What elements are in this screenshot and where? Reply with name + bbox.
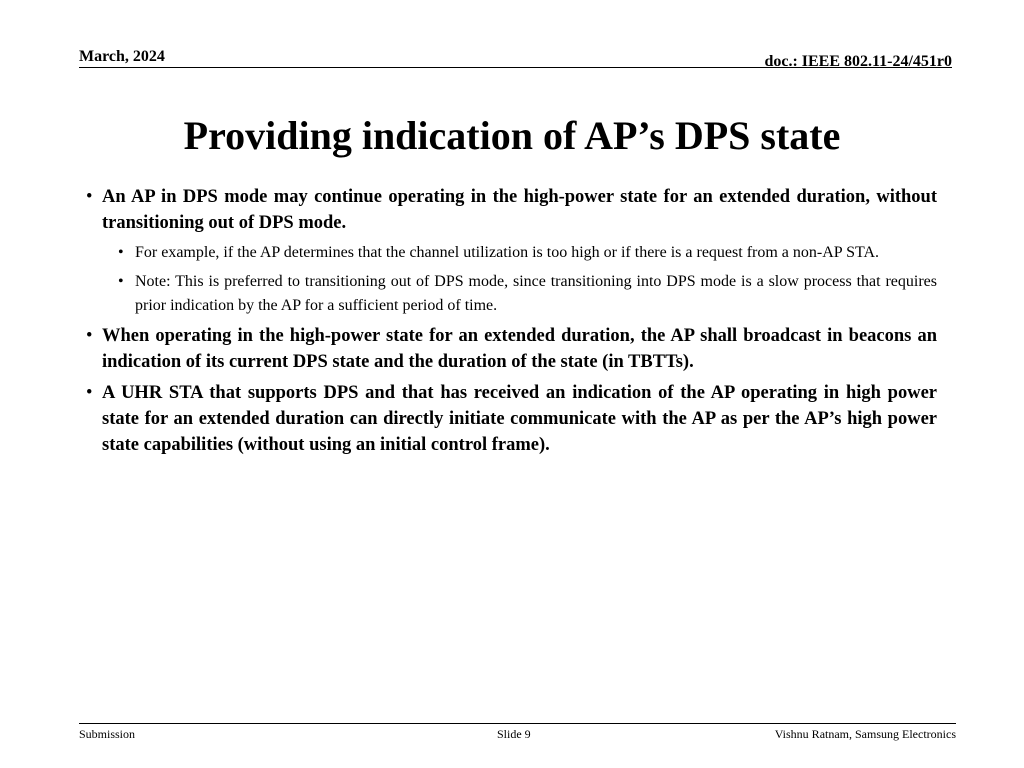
header-divider [79,67,952,68]
bullet-beacon-indication: • When operating in the high-power state for an extended duration, the AP shall broadcast in beacons an indication of its current DPS state and the duration of the state (in TBTTs). [86,323,937,375]
footer-author: Vishnu Ratnam, Samsung Electronics [774,727,956,741]
header-doc-id: doc.: IEEE 802.11-24/451r0 [764,53,952,70]
footer-slide-number: Slide 9 [497,727,531,741]
header-date: March, 2024 [79,48,165,65]
footer-divider [79,723,956,724]
footer-submission: Submission [79,727,136,741]
bullet-dps-extended: • An AP in DPS mode may continue operating in the high-power state for an extended duration, without transitioning out of DPS mode. [86,184,937,236]
slide-body [86,184,937,463]
bullet-uhr-sta: • A UHR STA that supports DPS and that has received an indication of the AP operating in high power state for an extended duration can directly initiate communicate with the AP as per the AP’s high power state capabilities (without using an initial control frame). [86,380,937,458]
slide-title: Providing indication of AP’s DPS state [183,113,841,158]
sub-bullet-example: • For example, if the AP determines that the channel utilization is too high or if there is a request from a non-AP STA. [118,241,937,265]
sub-bullet-note: • Note: This is preferred to transitioning out of DPS mode, since transitioning into DPS mode is a slow process that requires prior indication by the AP for a sufficient period of time. [118,270,937,318]
